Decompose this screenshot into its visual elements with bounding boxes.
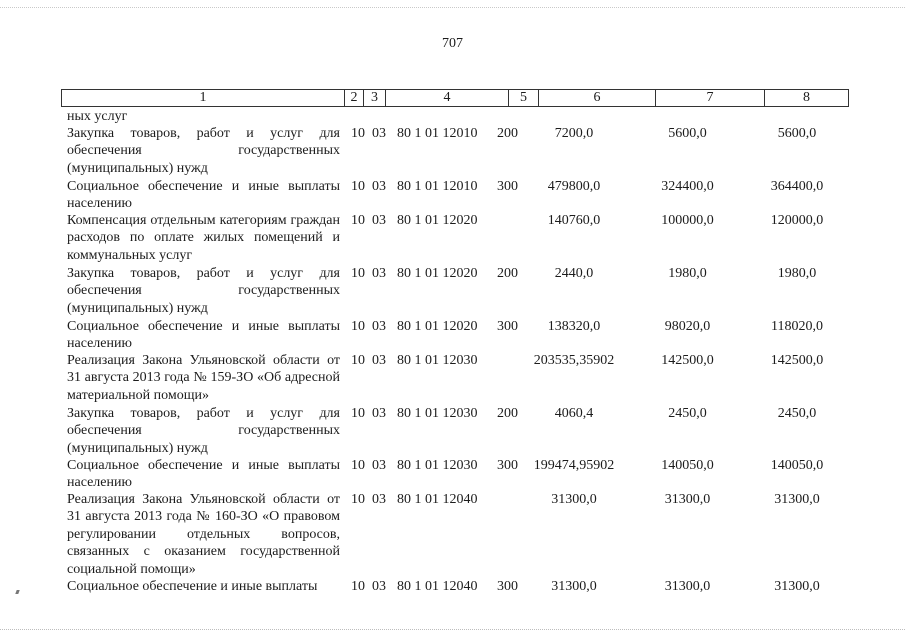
header-col-2: 2 bbox=[345, 90, 364, 106]
row-amount-3: 364400,0 bbox=[770, 179, 824, 194]
row-amount-3: 31300,0 bbox=[774, 579, 820, 594]
row-podrazdel: 03 bbox=[372, 319, 386, 334]
row-amount-1: 479800,0 bbox=[547, 179, 601, 194]
row-razdel: 10 bbox=[351, 179, 365, 194]
row-amount-1: 138320,0 bbox=[547, 319, 601, 334]
row-podrazdel: 03 bbox=[372, 353, 386, 368]
row-razdel: 10 bbox=[351, 126, 365, 141]
row-csr: 80 1 01 12010 bbox=[397, 126, 478, 141]
row-amount-2: 1980,0 bbox=[668, 266, 707, 281]
row-name: Социальное обеспечение и иные выплаты bbox=[67, 579, 318, 594]
row-amount-2: 31300,0 bbox=[664, 579, 711, 594]
row-amount-2: 31300,0 bbox=[664, 492, 711, 507]
row-amount-1: 31300,0 bbox=[551, 579, 597, 594]
row-podrazdel: 03 bbox=[372, 266, 386, 281]
header-col-5: 5 bbox=[509, 90, 539, 106]
row-csr: 80 1 01 12030 bbox=[397, 353, 478, 368]
row-podrazdel: 03 bbox=[372, 179, 386, 194]
row-vr: 300 bbox=[497, 579, 518, 594]
row-amount-3: 120000,0 bbox=[770, 213, 824, 228]
page-number: 707 bbox=[442, 36, 463, 51]
header-col-3: 3 bbox=[364, 90, 386, 106]
header-col-1: 1 bbox=[62, 90, 345, 106]
row-csr: 80 1 01 12040 bbox=[397, 579, 478, 594]
row-csr: 80 1 01 12030 bbox=[397, 406, 478, 421]
row-razdel: 10 bbox=[351, 406, 365, 421]
row-vr: 200 bbox=[497, 126, 518, 141]
row-amount-1: 203535,35902 bbox=[533, 353, 615, 368]
row-name: Компенсация отдельным категориям граждан расходов по оплате жилых помещений и коммунальных услуг bbox=[67, 213, 340, 263]
row-name: Закупка товаров, работ и услуг для обеспечения государственных (муниципальных) нужд bbox=[67, 126, 340, 176]
row-amount-1: 2440,0 bbox=[554, 266, 594, 281]
row-razdel: 10 bbox=[351, 319, 365, 334]
row-vr: 300 bbox=[497, 179, 518, 194]
row-amount-2: 98020,0 bbox=[664, 319, 711, 334]
row-name: Закупка товаров, работ и услуг для обеспечения государственных (муниципальных) нужд bbox=[67, 266, 340, 316]
row-vr: 200 bbox=[497, 406, 518, 421]
row-razdel: 10 bbox=[351, 458, 365, 473]
row-csr: 80 1 01 12020 bbox=[397, 319, 478, 334]
row-name: Социальное обеспечение и иные выплаты населению bbox=[67, 319, 340, 352]
row-amount-3: 5600,0 bbox=[777, 126, 817, 141]
row-name: Реализация Закона Ульяновской области от 31 августа 2013 года № 160-ЗО «О правовом регулировании отдельных вопросов, связанных с оказанием государственной социальной помощи» bbox=[67, 492, 340, 577]
row-razdel: 10 bbox=[351, 213, 365, 228]
row-amount-1: 199474,95902 bbox=[533, 458, 615, 473]
row-name: ных услуг bbox=[67, 109, 128, 124]
row-amount-2: 100000,0 bbox=[661, 213, 714, 228]
row-name: Реализация Закона Ульяновской области от 31 августа 2013 года № 159-ЗО «Об адресной материальной помощи» bbox=[67, 353, 340, 403]
row-amount-2: 140050,0 bbox=[661, 458, 714, 473]
row-amount-3: 1980,0 bbox=[777, 266, 817, 281]
row-amount-2: 2450,0 bbox=[668, 406, 707, 421]
row-amount-1: 4060,4 bbox=[554, 406, 594, 421]
row-vr: 300 bbox=[497, 458, 518, 473]
row-razdel: 10 bbox=[351, 579, 365, 594]
row-csr: 80 1 01 12030 bbox=[397, 458, 478, 473]
header-col-8: 8 bbox=[803, 90, 810, 105]
row-amount-2: 324400,0 bbox=[661, 179, 714, 194]
row-podrazdel: 03 bbox=[372, 406, 386, 421]
row-razdel: 10 bbox=[351, 492, 365, 507]
row-amount-3: 31300,0 bbox=[774, 492, 820, 507]
row-podrazdel: 03 bbox=[372, 492, 386, 507]
row-csr: 80 1 01 12010 bbox=[397, 179, 478, 194]
row-amount-2: 142500,0 bbox=[661, 353, 714, 368]
row-name: Социальное обеспечение и иные выплаты населению bbox=[67, 179, 340, 212]
row-amount-1: 7200,0 bbox=[554, 126, 594, 141]
row-podrazdel: 03 bbox=[372, 126, 386, 141]
row-csr: 80 1 01 12020 bbox=[397, 213, 478, 228]
scan-bottom-edge bbox=[0, 629, 905, 631]
row-amount-3: 142500,0 bbox=[770, 353, 824, 368]
row-amount-3: 2450,0 bbox=[777, 406, 817, 421]
header-col-6: 6 bbox=[539, 90, 656, 106]
header-col-4: 4 bbox=[386, 90, 509, 106]
row-csr: 80 1 01 12040 bbox=[397, 492, 478, 507]
row-vr: 300 bbox=[497, 319, 518, 334]
row-name: Закупка товаров, работ и услуг для обеспечения государственных (муниципальных) нужд bbox=[67, 406, 340, 456]
row-amount-3: 140050,0 bbox=[770, 458, 824, 473]
row-podrazdel: 03 bbox=[372, 213, 386, 228]
header-col-7: 7 bbox=[656, 90, 765, 106]
row-amount-1: 31300,0 bbox=[551, 492, 597, 507]
row-podrazdel: 03 bbox=[372, 579, 386, 594]
row-podrazdel: 03 bbox=[372, 458, 386, 473]
row-amount-1: 140760,0 bbox=[547, 213, 601, 228]
row-csr: 80 1 01 12020 bbox=[397, 266, 478, 281]
row-amount-2: 5600,0 bbox=[668, 126, 707, 141]
row-amount-3: 118020,0 bbox=[771, 319, 823, 334]
row-razdel: 10 bbox=[351, 353, 365, 368]
row-name: Социальное обеспечение и иные выплаты населению bbox=[67, 458, 340, 491]
row-vr: 200 bbox=[497, 266, 518, 281]
row-razdel: 10 bbox=[351, 266, 365, 281]
